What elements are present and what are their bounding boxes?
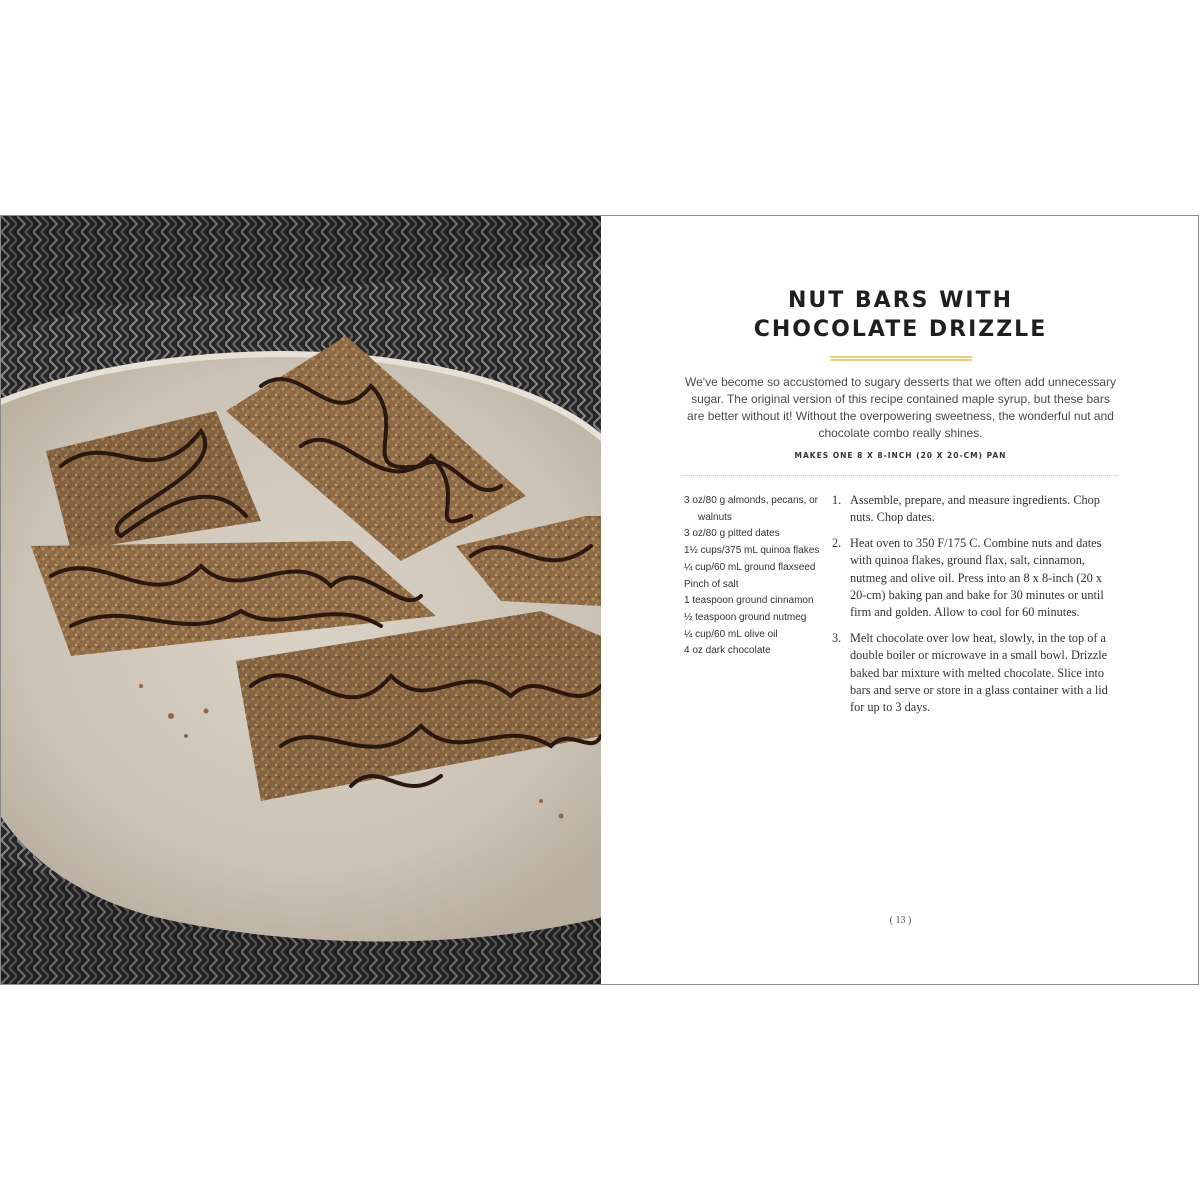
recipe-title-line-2: CHOCOLATE DRIZZLE <box>753 317 1048 342</box>
recipe-intro: We've become so accustomed to sugary desserts that we often add unnecessary sugar. The original version of this recipe contained maple syrup, but these bars are better without it! Without the overpowering sweetness, the wonderful nut and chocolate combo really shines. <box>685 375 1116 440</box>
page-number: ( 13 ) <box>889 915 912 926</box>
method-step <box>832 492 1117 527</box>
recipe-yield: MAKES ONE 8 X 8-INCH (20 X 20-CM) PAN <box>794 451 1007 460</box>
title-divider <box>830 356 972 361</box>
ingredient-item: ½ teaspoon ground nutmeg <box>684 611 807 623</box>
step-text: Melt chocolate over low heat, slowly, in the top of a double boiler or microwave in a small bowl. Drizzle baked bar mixture with melted chocolate. Slice into bars and serve or store in a glass container with a lid for up to 3 days. <box>850 630 1108 715</box>
method-step <box>832 630 1117 717</box>
method-steps <box>832 492 1117 725</box>
ingredient-item: ¼ cup/60 mL olive oil <box>684 628 778 640</box>
cookbook-spread <box>0 215 1199 985</box>
ingredient-item: 4 oz dark chocolate <box>684 645 771 657</box>
ingredient-item: Pinch of salt <box>684 578 739 590</box>
step-number: 3. <box>832 630 842 645</box>
dotted-divider <box>682 475 1118 476</box>
step-text: Heat oven to 350 F/175 C. Combine nuts and dates with quinoa flakes, ground flax, salt, cinnamon, nutmeg and olive oil. Press into an 8 x 8-inch (20 x 20-cm) baking pan and bake for 30 minutes or until firm and golden. Allow to cool for 60 minutes. <box>850 535 1104 620</box>
ingredient-list <box>684 493 824 660</box>
ingredient-item: ¼ cup/60 mL ground flaxseed <box>684 561 816 573</box>
ingredient-item: 1 teaspoon ground cinnamon <box>684 595 814 607</box>
step-text: Assemble, prepare, and measure ingredients. Chop nuts. Chop dates. <box>850 493 1100 525</box>
nut-bars-illustration <box>1 216 601 984</box>
recipe-title-line-1: NUT BARS WITH <box>787 288 1014 313</box>
step-number: 1. <box>832 493 842 507</box>
recipe-page <box>602 216 1199 984</box>
recipe-title <box>602 286 1199 344</box>
nut-bars-photo <box>1 216 601 984</box>
ingredient-item: 1½ cups/375 mL quinoa flakes <box>684 545 820 557</box>
step-number: 2. <box>832 535 842 550</box>
ingredient-item: 3 oz/80 g almonds, pecans, or walnuts <box>684 495 818 523</box>
method-step <box>832 535 1117 622</box>
ingredient-item: 3 oz/80 g pitted dates <box>684 528 780 540</box>
